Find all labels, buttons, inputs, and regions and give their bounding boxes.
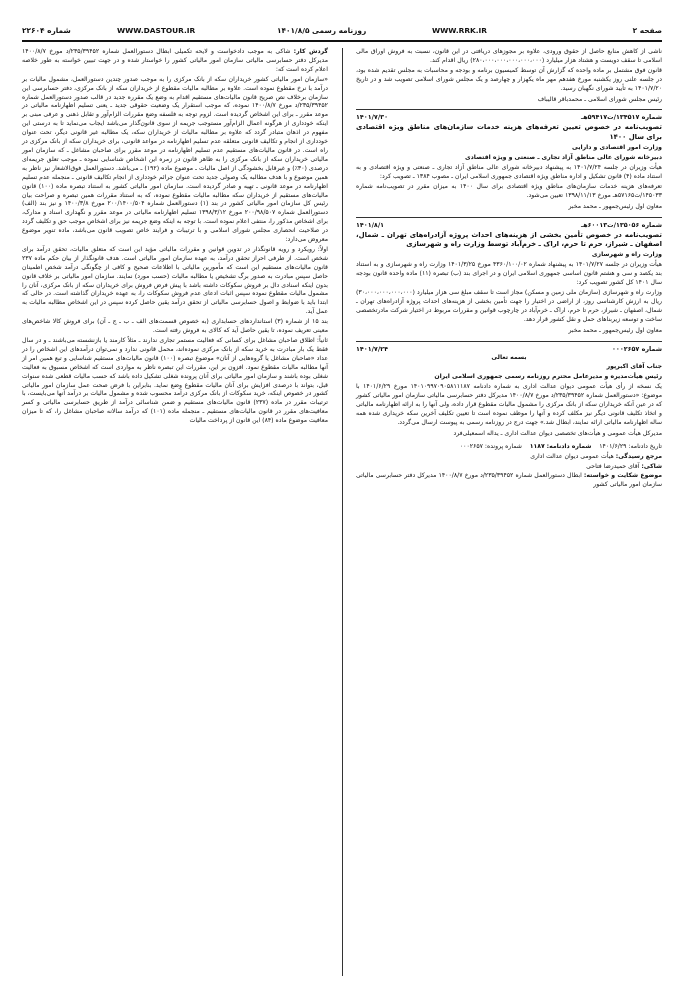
plaintiff-value: آقای حمیدرضا فتاحی <box>586 462 640 470</box>
decree-2-recipient: وزارت راه و شهرسازی <box>591 251 662 259</box>
letter-3-meta <box>356 345 662 354</box>
decree-2-title: تصویب‌نامه در خصوص تأمین بخشی از هزینه‌های احداث پروژه آزادراه‌های تهران ـ شمال، اصفهان ـ شیراز، حرم تا حرم، اراک ـ خرم‌آباد توسط وزارت راه و شهرسازی <box>356 230 662 248</box>
left-column <box>22 48 328 427</box>
decree-2 <box>356 217 662 336</box>
decree-2-body-2: وزارت راه و شهرسازی (سازمان ملی زمین و مسکن) مجاز است تا سقف مبلغ سی هزار میلیارد (۳۰،۰۰۰،۰۰۰،۰۰۰،۰۰۰) ریال به ارزش کارشناسی روز، از اراضی در اختیار را جهت تأمین بخشی از هزینه‌های احداث پروژه آزادراه‌های تهران ـ شمال، اصفهان ـ شیراز، حرم تا حرم، اراک ـ خرم‌آباد در چارچوب قوانین و مقررات مربوط در اختیار شرکت مادرتخصصی ساخت و توسعه زیربناهای حمل و نقل کشور قرار دهد. <box>356 289 662 323</box>
decree-1-number: شماره ۱۳۴۵۱۷/ت۵۹۴۱۷هـ <box>581 113 662 122</box>
letter-3-date: ۱۴۰۱/۷/۲۴ <box>356 344 388 353</box>
letter-3-recipient-2: رئیس هیأت‌مدیره و مدیرعامل محترم روزنامه رسمی جمهوری اسلامی ایران <box>434 373 662 381</box>
letter-3-body: یک نسخه از رأی هیأت عمومی دیوان عدالت اداری به شماره دادنامه ۱۴۰۱۰۹۹۷۰۹۰۵۸۱۱۱۸۷ مورخ ۱۴۰۱/۶/۲۹ با موضوع: «دستورالعمل شماره ۲۳۵/۳۹۴۵۲/د مورخ ۱۴۰۰/۸/۷ مدیرکل دفتر حسابرسی مالیاتی سازمان امور مالیاتی کشور که در عین آنکه خریداران سکه از بانک مرکزی را مشمول مالیات مقطوع قرار داده، ولی آنها را به ارائه اظهارنامه مالیاتی و اتخاذ تکلیف قانونی دیگر نیز مکلف کرده و آنها را موظف نموده است تا تعیین تکلیف آخرین سکه خریداری شده همه ساله اظهارنامه مالیاتی ارائه نمایند، ابطال شد.» جهت درج در روزنامه رسمی به پیوست ارسال می‌گردد. <box>356 383 662 426</box>
letter-3 <box>356 341 662 491</box>
left-paragraph-1-text: شاکی به موجب دادخواست و لایحه تکمیلی ابطال دستورالعمل شماره ۲۳۵/۳۹۴۵۲/د مورخ ۱۴۰۰/۸/۷ مدیرکل دفتر حسابرسی مالیاتی سازمان امور مالیاتی کشور را خواستار شده و در جهت تبیین خواسته به طور خلاصه اعلام کرده است که: <box>22 48 328 73</box>
verdict-plaintiff <box>356 463 662 472</box>
letter-3-signature: مدیرکل هیأت عمومی و هیأت‌های تخصصی دیوان عدالت اداری ـ یداله اسمعیلی‌فرد <box>453 429 662 437</box>
case-number-label: شماره پرونده: <box>484 442 522 450</box>
plaintiff-label: شاکی: <box>641 462 662 470</box>
verdict-number: ۱۱۸۷ <box>529 442 545 450</box>
site-right[interactable]: WWW.RRK.IR <box>431 26 487 35</box>
page-header <box>22 22 662 42</box>
decree-2-number: شماره ۱۳۵۰۵۶/ت۶۰۰۱۳هـ <box>581 220 662 229</box>
decree-1-recipient-2: دبیرخانه شورای عالی مناطق آزاد تجاری ـ صنعتی و ویژه اقتصادی <box>464 154 662 162</box>
decree-1-date: ۱۴۰۱/۷/۳۰ <box>356 113 388 122</box>
verdict-date: ۱۴۰۱/۶/۲۹ <box>599 442 627 450</box>
left-paragraph-4: بند ۱۵ از شماره (۳) استانداردهای حسابداری (به خصوص قسمت‌های الف ـ ب ـ ج ـ آن) برای فروش کالا شاخص‌های معینی تعریف نموده، تا یقین حاصل آید که کالای به فروش رفته است. <box>22 318 328 335</box>
site-left[interactable]: WWW.DASTOUR.IR <box>117 26 196 35</box>
verdict-numbers <box>356 443 662 452</box>
decree-1-body-1: هیأت وزیران در جلسه ۱۴۰۱/۷/۲۴ به پیشنهاد دبیرخانه شورای عالی مناطق آزاد تجاری ـ صنعتی و ویژه اقتصادی و به استناد ماده (۴) قانون تشکیل و اداره مناطق ویژه اقتصادی جمهوری اسلامی ایران ـ مصوب ۱۳۸۴ ـ تصویب کرد: <box>356 164 662 180</box>
decree-1-title: تصویب‌نامه در خصوص تعیین تعرفه‌های هزینه خدمات سازمان‌های مناطق ویژه اقتصادی برای سال ۱۴۰۰ <box>356 123 662 141</box>
intro-signature: رئیس مجلس شورای اسلامی ـ محمدباقر قالیباف <box>537 95 662 103</box>
authority-label: مرجع رسیدگی: <box>615 452 662 460</box>
issue-number: شماره ۲۲۶۰۴ <box>22 26 71 35</box>
right-column <box>356 48 662 491</box>
decree-2-date: ۱۴۰۱/۸/۱ <box>356 220 385 229</box>
letter-3-recipient-1: جناب آقای اکبرپور <box>606 363 662 371</box>
decree-1-meta <box>356 113 662 122</box>
intro-paragraph-1: ناشی از کاهش منابع حاصل از حقوق ورودی، علاوه بر مجوزهای دریافتی در این قانون، نسبت به فروش اوراق مالی اسلامی تا سقف دویست و هشتاد هزار میلیارد (۲۸۰،۰۰۰،۰۰۰،۰۰۰،۰۰۰،۰۰۰) ریال اقدام کند. <box>356 48 662 64</box>
decree-1 <box>356 109 662 211</box>
subject-value: ابطال دستورالعمل شماره ۲۳۵/۳۹۴۵۲/د مورخ ۱۴۰۰/۸/۷ مدیرکل دفتر حسابرسی مالیاتی سازمان امور مالیاتی کشور <box>356 472 662 489</box>
column-divider <box>342 48 343 976</box>
letter-3-number: شماره ۰۰۰۲۶۵۷ <box>612 344 662 353</box>
decree-1-signature: معاون اول رئیس‌جمهور ـ محمد مخبر <box>568 202 662 210</box>
intro-paragraph-2: قانون فوق مشتمل بر ماده واحده که گزارش آن توسط کمیسیون برنامه و بودجه و محاسبات به مجلس تقدیم شده بود، در جلسه علنی روز یکشنبه مورخ هفدهم مهر ماه یکهزار و چهارصد و یک مجلس شورای اسلامی تصویب شد و در تاریخ ۱۴۰۱/۷/۲۰ به تأیید شورای نگهبان رسید. <box>356 66 662 92</box>
verdict-footer <box>356 443 662 491</box>
left-paragraph-5: ثانیاً: اطلاق صاحبان مشاغل برای کسانی که فعالیت مستمر تجاری ندارند ـ مثلاً کارمند یا بازنشسته می‌باشند ـ و در سال فقط یک بار مبادرت به خرید سکه از بانک مرکزی نموده‌اند، محمل قانونی ندارد و نمی‌توان درآمدهای این اشخاص را در عداد «صاحبان مشاغل یا گروه‌هایی از آنان» موضوع تبصره (۱۰۰) قانون مالیات‌های مستقیم شناسایی و تبع همین امر از آنها مطالبه مالیات مقطوع نمود. افزون بر این، مقررات این تبصره ناظر به مواردی است که اشخاص مسبوق به فعالیت شغلی بوده باشند و سازمان امور مالیاتی برای آنان پرونده شغلی تشکیل داده باشد که حسب مالیات قطعی شده سنوات قبل، بتواند با درصدی افزایش برای آنان مالیات مقطوع وضع نماید. بنابراین با فرض صحت عمل سازمان امور مالیاتی کشور در خصوص اینکه، خرید سکوکات از بانک مرکزی درآمد محسوب شده و مشمول مالیات بر درآمد آنها می‌بایست، با ترتیبات مقرر در ماده (۲۳۷) قانون مالیات‌های مستقیم و ضمن شناسائی درآمد از طریق حسابرسی مالیاتی و کسر معافیت‌های مقرر در قانون مالیات‌های مستقیم ـ منجمله ماده (۱۰۱) که درآمد سالانه صاحبان مشاغل را، که تا میزان معافیت موضوع ماده (۸۴) این قانون از پرداخت مالیات <box>22 337 328 425</box>
case-number: ۰۰۰۲۶۵۷ <box>459 442 483 450</box>
process-label: گردش کار: <box>293 48 328 55</box>
gazette-date: روزنامه رسمی ۱۴۰۱/۸/۵ <box>277 26 367 35</box>
verdict-subject <box>356 472 662 490</box>
decree-1-recipient-1: وزارت امور اقتصادی و دارایی <box>571 144 662 152</box>
decree-2-signature: معاون اول رئیس‌جمهور ـ محمد مخبر <box>568 326 662 334</box>
verdict-number-label: شماره دادنامه: <box>546 442 592 450</box>
decree-2-meta <box>356 221 662 230</box>
left-paragraph-1 <box>22 48 328 75</box>
authority-value: هیأت عمومی دیوان عدالت اداری <box>530 452 614 460</box>
verdict-date-label: تاریخ دادنامه: <box>628 442 662 450</box>
basmala: بسمه تعالی <box>491 353 527 361</box>
subject-label: موضوع شکایت و خواسته: <box>583 472 663 480</box>
left-paragraph-3: اولاً: رویکرد و رویه قانونگذار در تدوین قوانین و مقررات مالیاتی مؤید این است که متعلق مالیات، تحقق درآمد برای شخص است. از طرفی احراز تحقق درآمد، به عهده سازمان امور مالیاتی است. هدف قانونگذار از بیان حکم ماده ۲۳۷ قانون مالیات‌های مستقیم این است که مأمورین مالیاتی با اطلاعات صحیح و کافی از چگونگی درآمد شخص اطمینان حاصل سپس مبادرت به صدور برگ تشخیص یا مطالبه مالیات (حسب مورد) نمایند. سازمان امور مالیاتی بر خلاف قانون بدون اینکه اسنادی دال بر فروش سکوکات داشته باشد با پیش فرض فروش برای خریداران سکه از بانک مرکزی، آنان را مشمول مالیات مقطوع نموده سپس اثبات ادعای عدم فروش سکوکات را، به عهده خریداران گذاشته است. در حالی که ابتدا باید با ضوابط و اصول حسابرسی مالیاتی از تحقق درآمد یقین حاصل کرده سپس در این اشخاص مطالبه مالیات به عمل آید. <box>22 245 328 316</box>
gazette-page <box>22 22 662 977</box>
decree-1-body-2: تعرفه‌های هزینه خدمات سازمان‌های مناطق ویژه اقتصادی برای سال ۱۴۰۰ به میزان مقرر در تصویب‌نامه شماره ۱۴۵۰۳۳/ت۵۷۱۶۵هـ مورخ ۱۳۹۸/۱۱/۱۳ تعیین می‌شود. <box>356 182 663 199</box>
page-number: صفحه ۲ <box>632 26 662 35</box>
left-paragraph-2: «سازمان امور مالیاتی کشور خریداران سکه از بانک مرکزی را به موجب صدور چندین دستورالعمل، مشمول مالیات بر درآمد با نرخ مقطوع نموده است. علاوه بر مطالبه مالیات مقطوع از خریداران سکه از بانک مرکزی، دفتر حسابرسی این سازمان برخلاف نص صریح قانون مالیات‌های مستقیم اقدام به وضع یک مقرره جدید در قالب صدور دستورالعمل شماره ۲۳۵/۳۹۴۵۲/د مورخ ۱۴۰۰/۸/۷ نموده، که موجب استقرار یک وضعیت حقوقی جدید ـ یعنی تسلیم اظهارنامه مالیاتی در موعد مقرر ـ برای این اشخاص گردیده است. لزوم توجه به فلسفه وضع مقررات الزام‌آور و تقابل ذهنی و عرفی مبنی بر اینکه خودداری از هرگونه اعمال الزام‌آور مستوجب جریمه از سوی قانون‌گذار می‌باشد ایجاب می‌نماید تا به درستی این مفهوم در اذهان متبادر گردد که علاوه بر مطالبه مالیات از خریداران سکه، یک مطالبه غیر قانونی دیگر، تحت عنوان خودداری از انجام و تکالیف قانونی متعلقه عدم تسلیم اظهارنامه در مواعد قانونی، برای خریداران سکه از بانک مرکزی در راه است. در قانون مالیات‌های مستقیم عدم تسلیم اظهارنامه در موعد مقرر برای صاحبان مشاغل ـ که سازمان امور مالیاتی خریداران سکه از بانک مرکزی را به ظاهر قانون در زمره این اشخاص شناسایی نموده ـ موجب تعلق جریمه‌ای درصدی (۳۰٪) و غیرقابل بخشودگی از اصل مالیات ـ موضوع ماده (۱۹۲) ـ می‌باشد. دستورالعمل فوق‌الاشعار نیز ناظر به همین موضوع و با هدف مطالبه یک وصولی جدید تحت عنوان جرائم خودداری از انجام تکالیف قانونی ـ منجمله عدم تسلیم اظهارنامه در موعد قانونی ـ تهیه و صادر گردیده است. سازمان امور مالیاتی کشور به استناد تبصره ماده (۱۰۰) قانون مالیات‌های مستقیم از خریداران سکه مطالبه مالیات مقطوع نموده، که به استناد مقررات همین تبصره و صراحت بیان رئیس کل سازمان امور مالیاتی کشور در بند (۱) دستورالعمل شماره ۲۰۰/۱۴۰۰/۵۰۴ مورخ ۱۴۰۰/۳/۸ و نیز بند (الف) دستورالعمل شماره ۲۰۰/۹۸/۵۰۷ مورخ ۱۳۹۸/۳/۱۲ تسلیم اظهارنامه مالیاتی در موعد مقرر و نگهداری اسناد و مدارک، برای اشخاص مذکور را، منتفی اعلام نموده است. با توجه به اینکه وضع جریمه نیز برای اشخاص موجب حق و تکلیف گردد در صلاحیت انحصاری مجلس شورای اسلامی و با ترتیبات و فرایند خاص تصویب قانون می‌باشد، ماده تنویر موضوع معروض می‌دارد: <box>22 75 329 244</box>
verdict-authority <box>356 453 662 462</box>
decree-2-body-1: هیأت وزیران در جلسه ۱۴۰۱/۷/۲۷ به پیشنهاد شماره ۴۳۶۰/۱۰۰/۰۲ مورخ ۱۴۰۱/۳/۲۵ وزارت راه و شهرسازی و به استناد بند یکصد و سی و هشتم قانون اساسی جمهوری اسلامی ایران و در اجرای بند (ب) تبصره (۱۱) ماده واحده قانون بودجه سال ۱۴۰۱ کل کشور تصویب کرد: <box>356 261 663 287</box>
